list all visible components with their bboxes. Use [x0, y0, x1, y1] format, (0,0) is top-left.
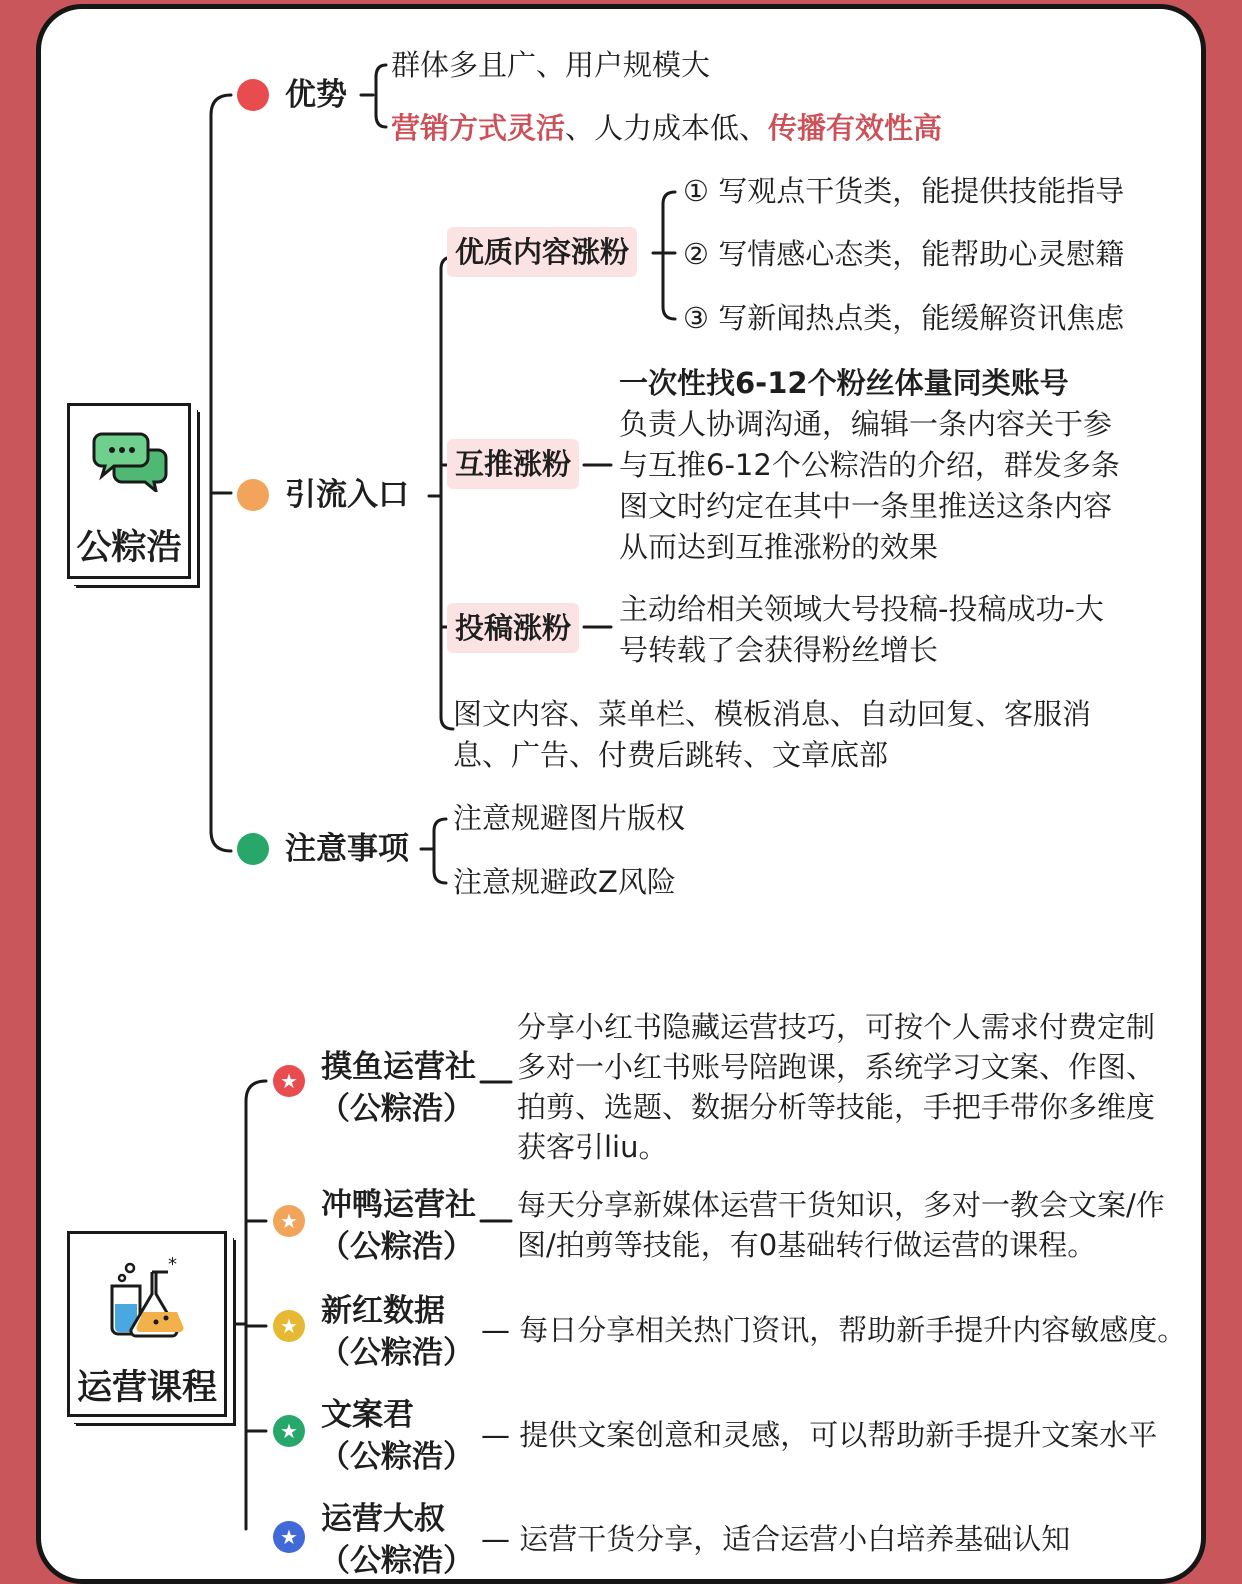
course-sub-chongya: （公粽浩）	[319, 1229, 474, 1265]
root-label: 运营课程	[76, 1368, 217, 1408]
sub-quality-content: 优质内容涨粉	[447, 227, 637, 277]
highlight-flexible-marketing: 营销方式灵活	[391, 111, 566, 145]
branch-dot-advantage	[237, 79, 269, 111]
mutual-line-4: 从而达到互推涨粉的效果	[619, 530, 939, 564]
mutual-line-2: 与互推6-12个公粽浩的介绍，群发多条	[619, 448, 1120, 482]
quality-item-2: ② 写情感心态类，能帮助心灵慰籍	[683, 237, 1125, 271]
mindmap-card	[36, 4, 1206, 1584]
svg-text:*: *	[168, 1256, 177, 1275]
mutual-line-3: 图文时约定在其中一条里推送这条内容	[619, 489, 1113, 523]
star-icon: ★	[273, 1205, 305, 1237]
root-label: 公粽浩	[76, 528, 182, 568]
quality-item-1: ① 写观点干货类，能提供技能指导	[683, 174, 1125, 208]
entry-points-line-2: 息、广告、付费后跳转、文章底部	[453, 738, 889, 772]
flask-beaker-icon	[108, 1256, 194, 1340]
advantage-item-2-middle: 、人力成本低、	[565, 111, 769, 145]
submission-line-2: 号转载了会获得粉丝增长	[619, 633, 939, 667]
course-sub-xinhong: （公粽浩）	[319, 1335, 474, 1371]
course-moyu-line-2: 多对一小红书账号陪跑课，系统学习文案、作图、	[517, 1050, 1156, 1084]
course-name-yunyingdashu: 运营大叔	[321, 1501, 445, 1537]
course-name-chongya: 冲鸭运营社	[321, 1187, 476, 1223]
quality-item-3: ③ 写新闻热点类，能缓解资讯焦虑	[683, 301, 1125, 335]
branch-advantage: 优势	[285, 77, 347, 113]
branch-notes: 注意事项	[285, 831, 409, 867]
branch-traffic-entry: 引流入口	[285, 477, 409, 513]
course-sub-wenanjun: （公粽浩）	[319, 1439, 474, 1475]
submission-line-1: 主动给相关领域大号投稿-投稿成功-大	[619, 592, 1104, 626]
course-name-moyu: 摸鱼运营社	[321, 1049, 476, 1085]
course-name-xinhong: 新红数据	[321, 1293, 445, 1329]
course-sub-yunyingdashu: （公粽浩）	[319, 1543, 474, 1579]
star-icon: ★	[273, 1065, 305, 1097]
speech-bubbles-icon	[92, 432, 168, 492]
course-chongya-line-1: 每天分享新媒体运营干货知识，多对一教会文案/作	[517, 1188, 1165, 1222]
branch-dot-traffic	[237, 479, 269, 511]
entry-points-line-1: 图文内容、菜单栏、模板消息、自动回复、客服消	[453, 697, 1092, 731]
advantage-item-2	[391, 108, 942, 149]
sub-mutual-promotion: 互推涨粉	[447, 439, 579, 489]
star-icon: ★	[273, 1415, 305, 1447]
course-yunyingdashu-text: 运营干货分享，适合运营小白培养基础认知	[519, 1522, 1071, 1556]
advantage-item-1: 群体多且广、用户规模大	[391, 48, 711, 82]
course-moyu-line-3: 拍剪、选题、数据分析等技能，手把手带你多维度	[517, 1090, 1156, 1124]
course-wenanjun-line-1: — 提供文案创意和灵感，可以帮助新手提升文案水平	[481, 1418, 1158, 1452]
course-xinhong-line-1: — 每日分享相关热门资讯，帮助新手提升内容敏感度。	[481, 1313, 1187, 1347]
highlight-effective-spread: 传播有效性高	[768, 111, 943, 145]
course-chongya-line-2: 图/拍剪等技能，有0基础转行做运营的课程。	[517, 1228, 1097, 1262]
course-moyu-line-1: 分享小红书隐藏运营技巧，可按个人需求付费定制	[517, 1010, 1156, 1044]
root-node-courses	[67, 1231, 227, 1417]
root-node-gongzonghao	[67, 403, 191, 579]
notes-item-2: 注意规避政Z风险	[453, 865, 676, 899]
course-sub-moyu: （公粽浩）	[319, 1091, 474, 1127]
notes-item-1: 注意规避图片版权	[453, 801, 686, 835]
course-name-wenanjun: 文案君	[321, 1397, 414, 1433]
course-xinhong-text: 每日分享相关热门资讯，帮助新手提升内容敏感度。	[519, 1313, 1187, 1347]
branch-dot-notes	[237, 833, 269, 865]
course-wenanjun-text: 提供文案创意和灵感，可以帮助新手提升文案水平	[519, 1418, 1158, 1452]
star-icon: ★	[273, 1310, 305, 1342]
sub-submission: 投稿涨粉	[447, 603, 579, 653]
course-moyu-line-4: 获客引liu。	[517, 1130, 668, 1164]
mutual-line-1: 负责人协调沟通，编辑一条内容关于参	[619, 407, 1113, 441]
mutual-heading: 一次性找6-12个粉丝体量同类账号	[619, 366, 1069, 400]
star-icon: ★	[273, 1521, 305, 1553]
course-yunyingdashu-line-1: — 运营干货分享，适合运营小白培养基础认知	[481, 1522, 1071, 1556]
